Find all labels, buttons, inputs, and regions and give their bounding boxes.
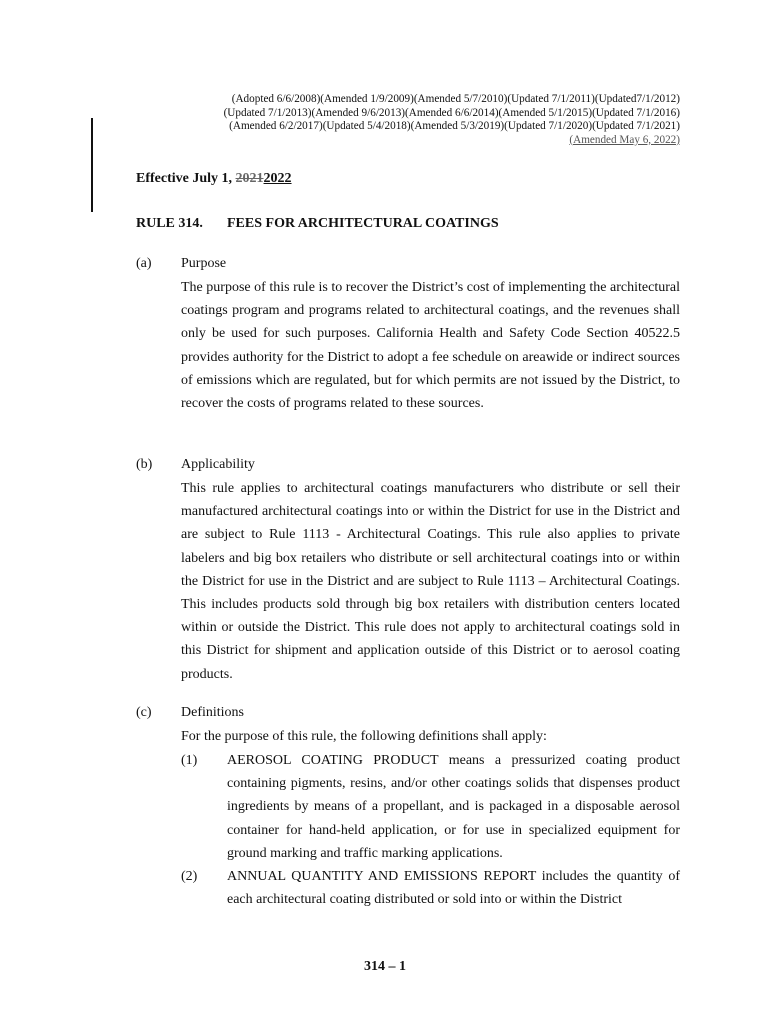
section-letter: (b): [136, 457, 153, 472]
section-a-body: The purpose of this rule is to recover the District’s cost of implementing the architectural coatings program and programs related to architectural coatings, and the revenues shall only be used for such purposes. California Health and Safety Code Section 40522.5 provides authority for the District to adopt a fee schedule on areawide or indirect sources of emissions which are regulated, but for which permits are not issued by the District, to recover the costs of programs related to these sources.: [181, 280, 680, 412]
section-b-body: This rule applies to architectural coatings manufacturers who distribute or sell their manufactured architectural coatings into or within the District for use in the District and are subject to Rule 1113 - Architectural Coatings. This rule also applies to private labelers and big box retailers who distribute or sell architectural coatings into or within the District for use in the District and are subject to Rule 1113 – Architectural Coatings. This includes products sold through big box retailers with distribution centers located within or outside the District. This rule does not apply to architectural coatings sold in this District for shipment and application outside of this District or to aerosol coating products.: [181, 481, 680, 682]
history-line: (Updated 7/1/2013)(Amended 9/6/2013)(Amended 6/6/2014)(Amended 5/1/2015)(Updated 7/1/2016): [223, 106, 680, 119]
rule-title: FEES FOR ARCHITECTURAL COATINGS: [227, 216, 499, 231]
inserted-new-year: 2022: [263, 171, 292, 186]
struck-old-year: 2021: [235, 171, 264, 186]
definitions-intro: For the purpose of this rule, the following definitions shall apply:: [181, 729, 547, 744]
revision-change-bar: [91, 118, 93, 212]
definition-text: ANNUAL QUANTITY AND EMISSIONS REPORT includes the quantity of each architectural coating distributed or sold into or within the District: [227, 869, 680, 908]
effective-prefix: Effective July 1,: [136, 171, 236, 186]
amendment-history: [120, 93, 680, 147]
effective-date: [136, 171, 292, 187]
definition-number: (2): [181, 869, 198, 884]
section-heading: Definitions: [181, 705, 244, 720]
history-line: (Adopted 6/6/2008)(Amended 1/9/2009)(Amended 5/7/2010)(Updated 7/1/2011)(Updated7/1/2012): [231, 93, 680, 105]
section-letter: (c): [136, 705, 152, 720]
amended-date-line: (Amended May 6, 2022): [569, 133, 680, 146]
section-heading: Applicability: [181, 457, 255, 472]
rule-heading: [136, 216, 499, 232]
section-letter: (a): [136, 256, 152, 271]
history-line: (Amended 6/2/2017)(Updated 5/4/2018)(Amended 5/3/2019)(Updated 7/1/2020)(Updated 7/1/2021): [229, 120, 680, 133]
section-heading: Purpose: [181, 256, 227, 271]
definition-number: (1): [181, 753, 198, 768]
definition-text: AEROSOL COATING PRODUCT means a pressurized coating product containing pigments, resins, and/or other coatings solids that dispenses product ingredients by means of a propellant, and is packaged in a disposable aerosol container for hand-held application, or for use in specialized equipment for ground marking and traffic marking applications.: [227, 753, 680, 861]
page-number: 314 – 1: [364, 959, 406, 974]
rule-number: RULE 314.: [136, 216, 203, 231]
